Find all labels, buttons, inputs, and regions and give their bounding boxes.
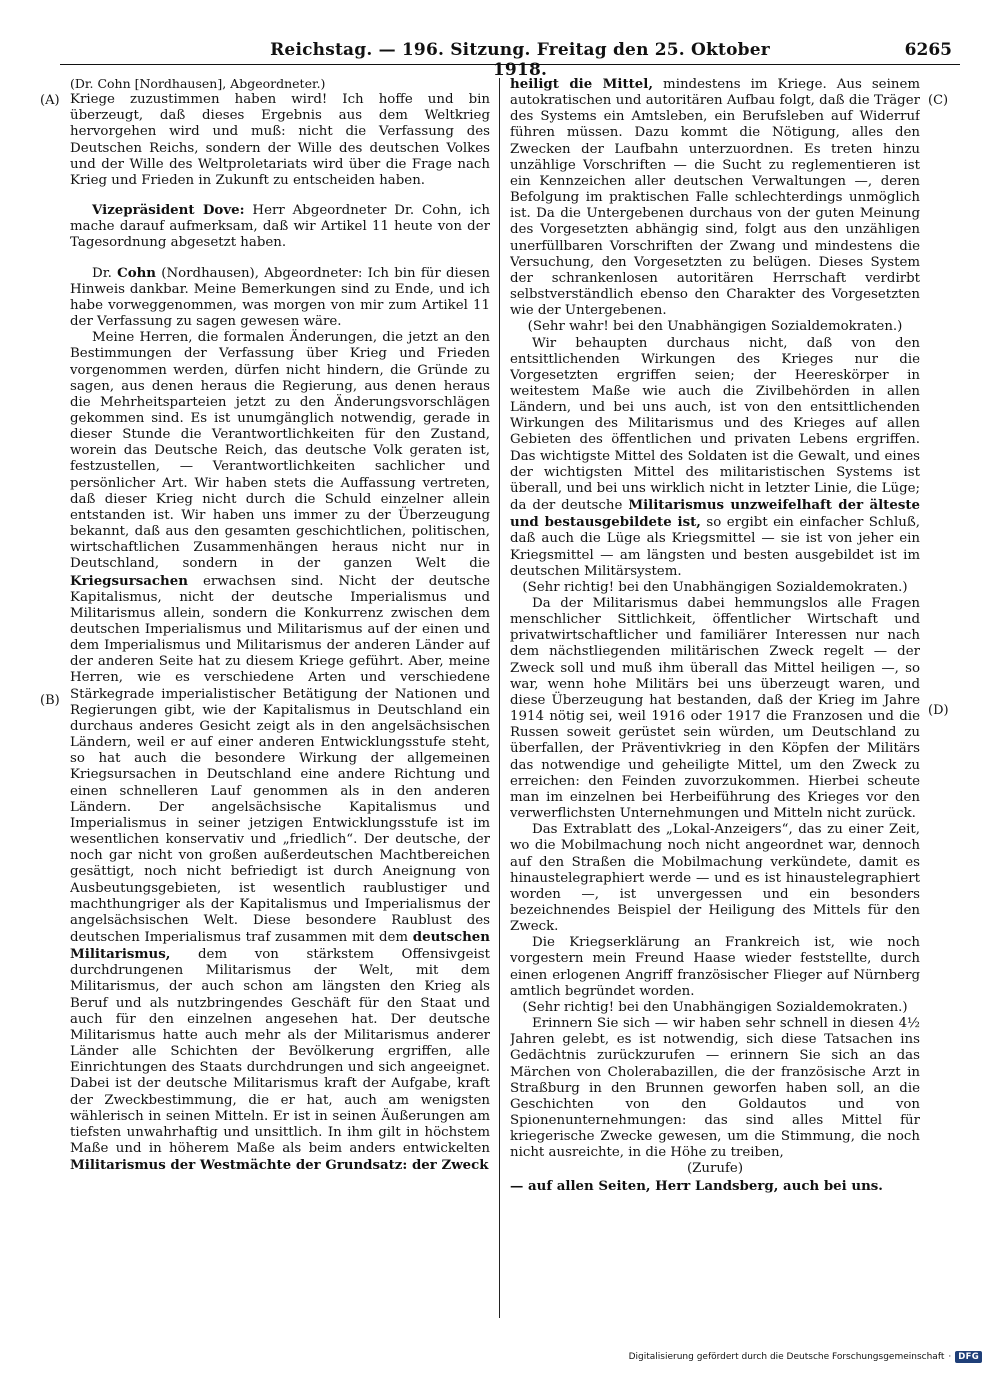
paragraph-text: (Nordhausen), Abgeordneter: Ich bin für diesen Hinweis dankbar. Meine Bemerkungen sind zu Ende, und ich habe vorweggenommen, was morgen von mir zum Artikel 11 der Verfassung zu sagen gewesen wäre. xyxy=(70,265,490,330)
interjection: (Sehr richtig! bei den Unabhängigen Sozialdemokraten.) xyxy=(522,999,908,1015)
left-column xyxy=(70,76,490,1326)
speaker-name: Cohn xyxy=(117,264,157,281)
margin-marker-d: (D) xyxy=(928,703,949,718)
paragraph-text: Herr Abgeordneter Dr. Cohn, ich mache darauf aufmerksam, daß wir Artikel 11 heute von der Tagesordnung abgesetzt haben. xyxy=(70,203,490,251)
margin-marker-a: (A) xyxy=(40,93,60,108)
paragraph-text: Wir behaupten durchaus nicht, daß von den entsittlichenden Wirkungen des Krieges nur die Vorgesetzten ergriffen seien; der Heereskörper in weitestem Maße wie auch die Zivilbehörden in allen Ländern, und bei uns auch, ist von den entsittlichenden Wirkungen des Militarismus und des Krieges auf allen Gebieten des öffentlichen und privaten Lebens ergriffen. Das wichtigste Mittel des Soldaten ist die Gewalt, und eines der wichtigsten Mittel des militaristischen Systems ist überall, und bei uns wirklich nicht in letzter Linie, die Lüge; da der deutsche xyxy=(510,335,920,514)
paragraph: Kriege zuzustimmen haben wird! Ich hoffe und bin überzeugt, daß dieses Ergebnis aus dem Weltkrieg hervorgehen wird und muß: nicht die Verfassung des Deutschen Reichs, sondern der Wille des deutschen Volkes und der Wille des Weltproletariats wird über die Frage nach Krieg und Frieden in Zukunft zu entscheiden haben. xyxy=(70,92,490,188)
speaker-title: Dr. xyxy=(92,265,118,281)
right-column xyxy=(510,76,920,1326)
margin-marker-b: (B) xyxy=(40,693,60,708)
interjection: (Sehr wahr! bei den Unabhängigen Sozialdemokraten.) xyxy=(527,319,903,335)
margin-marker-c: (C) xyxy=(928,93,949,108)
paragraph xyxy=(510,76,920,319)
speaker-name: Vizepräsident Dove: xyxy=(92,202,245,219)
paragraph xyxy=(510,336,920,580)
footer-separator: · xyxy=(948,1352,952,1362)
interjection: (Sehr richtig! bei den Unabhängigen Sozialdemokraten.) xyxy=(522,579,908,595)
paragraph: Das Extrablatt des „Lokal-Anzeigers“, das zu einer Zeit, wo die Mobilmachung noch nicht angeordnet war, dennoch auf den Straßen die Mobilmachung verkündete, damit es hinaustelegraphiert werde — und es ist hinaustelegraphiert worden —, ist unvergessen und ein besonders bezeichnendes Beispiel der Heiligung des Mittels für den Zweck. xyxy=(510,822,920,935)
footer-credit: Digitalisierung gefördert durch die Deutsche Forschungsgemeinschaft xyxy=(628,1352,945,1362)
emphasis-text: heiligt die Mittel, xyxy=(510,76,654,92)
paragraph: Erinnern Sie sich — wir haben sehr schnell in diesen 4½ Jahren gelebt, es ist notwendig, sich diese Tatsachen ins Gedächtnis zurückzurufen — erinnern Sie sich an das Märchen von Cholerabazillen, die der französische Arzt in Straßburg in den Brunnen geworfen haben soll, an die Geschichten von den Goldautos und von Spionenunternehmungen: das sind alles Mittel für kriegerische Zwecke gewesen, um die Stimmung, die noch nicht ausreichte, in die Höhe zu treiben, xyxy=(510,1016,920,1161)
paragraph: Da der Militarismus dabei hemmungslos alle Fragen menschlicher Sittlichkeit, öffentlicher Wirtschaft und privatwirtschaftlicher und familiärer Interessen nur nach dem nächstliegenden militärischen Zweck regelt — der Zweck soll und muß ihm überall das Mittel heiligen —, so war, wenn hohe Militärs bei uns überzeugt waren, und diese Überzeugung hat bestanden, daß der Krieg im Jahre 1914 nötig sei, weil 1916 oder 1917 die Franzosen und die Russen soweit gerüstet sein würden, um Deutschland zu überfallen, der Präventivkrieg in den Köpfen der Militärs das notwendige und geheiligte Mittel, um den Zweck zu erreichen: den Feinden zuvorzukommen. Hierbei scheute man im einzelnen bei Herbeiführung des Krieges vor den verwerflichsten Unternehmungen und Mitteln nicht zurück. xyxy=(510,596,920,822)
dfg-logo-icon: DFG xyxy=(955,1351,982,1363)
paragraph-main-speech xyxy=(70,330,490,1174)
digitization-footer xyxy=(629,1349,982,1365)
emphasis-text: Militarismus der Westmächte der Grundsatz: der Zweck xyxy=(70,1157,489,1174)
paragraph-text: erwachsen sind. Nicht der deutsche Kapitalismus, nicht der deutsche Imperialismus und Militarismus allein, sondern die Konkurrenz zwischen dem deutschen Imperialismus und Militarismus auf der einen und dem Imperialismus und Militarismus der anderen Länder auf der anderen Seite hat zu diesem Kriege geführt. Aber, meine Herren, wie es verschiedene Arten und verschiedene Stärkegrade imperialistischer Betätigung der Nationen und Regierungen gibt, wie der Kapitalismus in Deutschland ein durchaus anderes Gesicht zeigt als in den angelsächsischen Ländern, weil er auf einer anderen Entwicklungsstufe steht, so hat auch die besondere Wirkung der allgemeinen Kriegsursachen in Deutschland eine andere Richtung und einen schnelleren Lauf genommen als in den anderen Ländern. Der angelsächsische Kapitalismus und Imperialismus in seiner jetzigen Entwicklungsstufe ist im wesentlichen konservativ und „friedlich“. Der deutsche, der noch gar nicht von großen außerdeutschen Machtbereichen gesättigt, noch nicht befriedigt ist durch Aneignung von Ausbeutungsgebieten, ist wesentlich raublustiger und machthungriger als der Kapitalismus und Imperialismus der angelsächsischen Welt. Diese besondere Raublust des deutschen Imperialismus traf zusammen mit dem xyxy=(70,573,490,945)
paragraph-text: so ergibt ein einfacher Schluß, daß auch die Lüge als Kriegsmittel — sie ist von jeher ein Kriegsmittel — am längsten und besten ausgebildet ist im deutschen Militärsystem. xyxy=(510,515,920,579)
interjection: (Zurufe) xyxy=(686,1161,744,1177)
emphasis-text: Militarismus unzweifelhaft der älteste und bestausgebildete ist, xyxy=(510,497,920,531)
page-number: 6265 xyxy=(904,40,952,60)
header-title: Reichstag. — 196. Sitzung. Freitag den 25. Oktober 1918. xyxy=(270,40,770,80)
paragraph-text: Meine Herren, die formalen Änderungen, die jetzt an den Bestimmungen der Verfassung über Krieg und Frieden vorgenommen werden, dürfen nicht hindern, die Gründe zu sagen, aus denen heraus die Regierung, aus denen heraus die Mehrheitsparteien jetzt zu den Änderungsvorschlägen gekommen sind. Es ist unumgänglich notwendig, gerade in dieser Stunde die Verantwortlichkeiten für den Zustand, worein das Deutsche Reich, das deutsche Volk geraten ist, festzustellen, — Verantwortlichkeiten sachlicher und persönlicher Art. Wir haben stets die Auffassung vertreten, daß dieser Krieg nicht durch die Schuld einzelner allein entstanden ist. Wir haben uns immer zu der Überzeugung bekannt, daß aus den gesamten geschichtlichen, politischen, wirtschaftlichen Zusammenhängen heraus nicht nur in Deutschland, sondern in der ganzen Welt die xyxy=(70,330,490,572)
running-header xyxy=(60,40,960,80)
emphasis-text: Kriegsursachen xyxy=(70,572,188,589)
paragraph-cohn xyxy=(70,265,490,331)
paragraph-text: dem von stärkstem Offensivgeist durchdrungenen Militarismus der Welt, mit dem Militarismus, der auch schon am längsten den Krieg als Beruf und als nutzbringendes Geschäft für den Staat und auch für den einzelnen angesehen hat. Der deutsche Militarismus hatte auch mehr als der Militarismus anderer Länder alle Schichten der Bevölkerung ergriffen, alle Einrichtungen des Staats durchdrungen und sich angeeignet. Dabei ist der deutsche Militarismus kraft der Aufgabe, kraft der Zweckbestimmung, die er hat, auch am wenigsten wählerisch in seinen Mitteln. Er ist in seinen Äußerungen am tiefsten unwahrhaftig und unsittlich. In ihm gilt in höchstem Maße und in höherem Maße als beim anders entwickelten xyxy=(70,947,490,1156)
speaker-continuation-line: (Dr. Cohn [Nordhausen], Abgeordneter.) xyxy=(70,76,326,91)
paragraph: Die Kriegserklärung an Frankreich ist, wie noch vorgestern mein Freund Haase wieder feststellte, durch einen erlogenen Angriff französischer Flieger auf Nürnberg amtlich begründet worden. xyxy=(510,935,920,999)
closing-line: — auf allen Seiten, Herr Landsberg, auch bei uns. xyxy=(510,1177,883,1194)
paragraph-vice-president xyxy=(70,202,490,251)
paragraph-text: mindestens im Kriege. Aus seinem autokratischen und autoritären Aufbau folgt, daß die Träger des Systems ein Amtsleben, ein Berufsleben auf Widerruf führen müssen. Dazu kommt die Nötigung, alles den Zwecken der Laufbahn unterzuordnen. Es treten hinzu unzählige Vorschriften — die Sucht zu reglementieren ist ein Kennzeichen aller deutschen Verwaltungen —, deren Befolgung im praktischen Falle schlechterdings unmöglich ist. Da die Untergebenen durchaus von der guten Meinung des Vorgesetzten abhängig sind, folgt aus den unzähligen unerfüllbaren Vorschriften der Zwang und mindestens die Versuchung, den Vorgesetzten zu belügen. Dieses System der schrankenlosen autoritären Herrschaft verdirbt selbstverständlich ebenso den Charakter des Vorgesetzten wie der Untergebenen. xyxy=(510,77,920,319)
column-divider xyxy=(499,78,500,1318)
emphasis-text: deutschen Militarismus, xyxy=(70,928,490,963)
